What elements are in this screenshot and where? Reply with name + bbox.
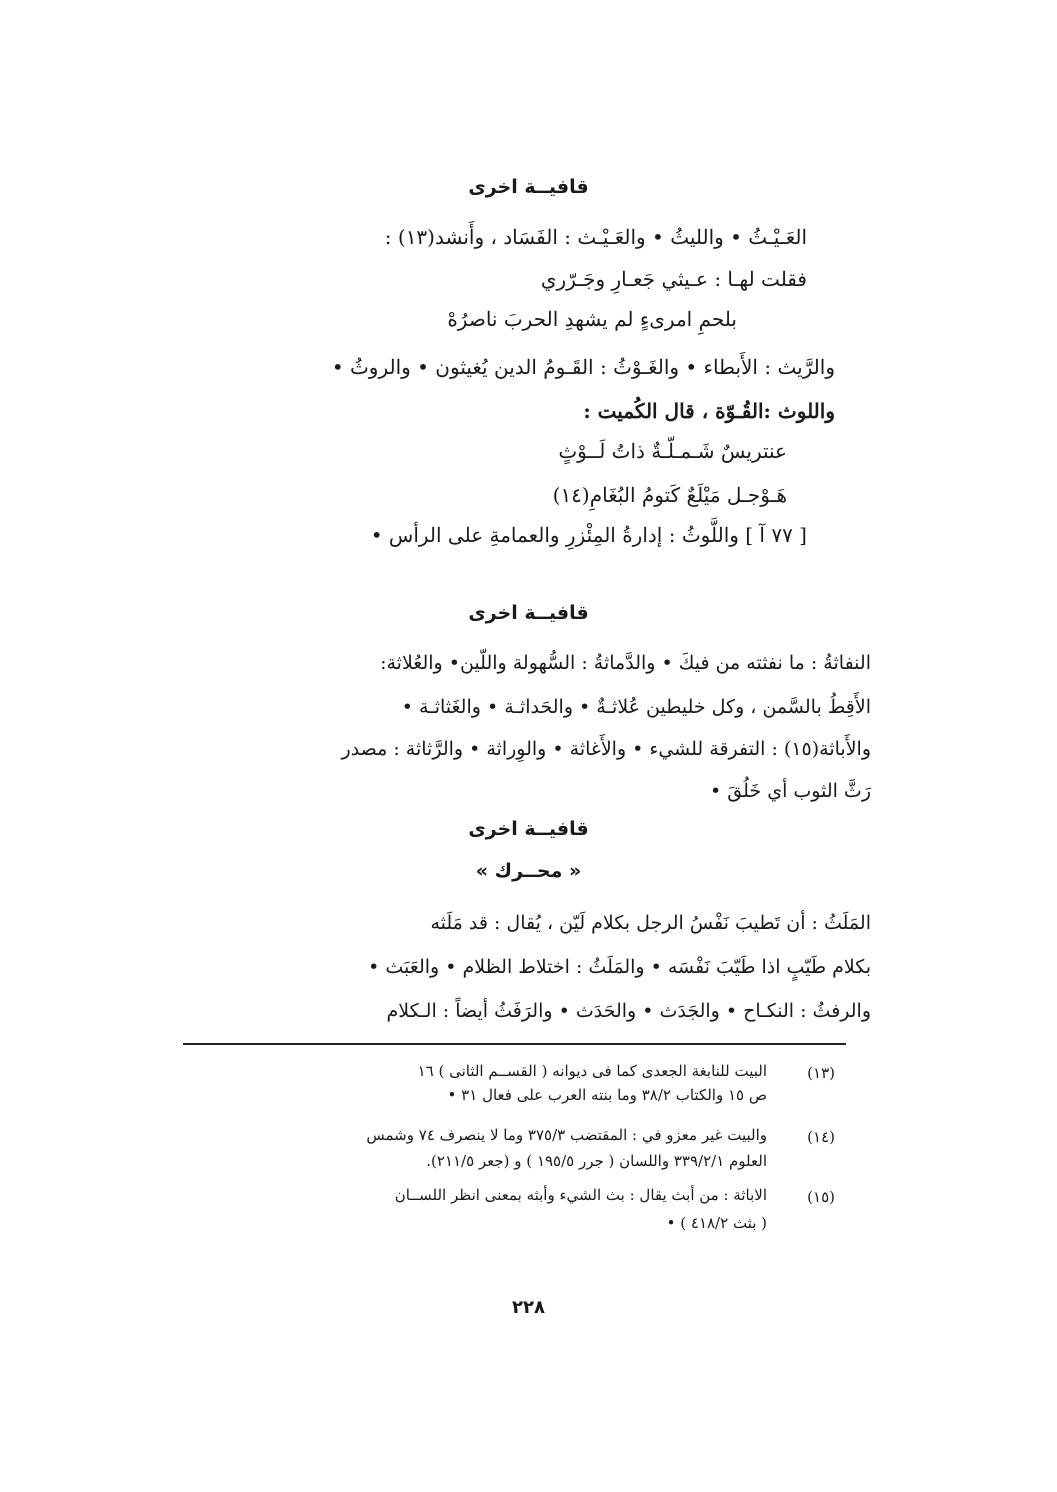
verse-line: عنتريسٌ شَـمـلّـةٌ ذاتُ لَــوْثٍ <box>558 439 787 463</box>
footnote-line: العلوم ٣٣٩/٢/١ واللسان ( جرر ١٩٥/٥ ) و (جعر ٢١١/٥). <box>426 1152 767 1170</box>
footnote-line: ( بثث ٤١٨/٢ ) • <box>666 1214 767 1232</box>
text-line: والرَّيث : الأَبطاء • والغَـوْثُ : القَـومُ الدين يُغيثون • والروثُ • <box>331 355 835 379</box>
footnote-rule <box>183 1043 846 1045</box>
verse-line: بلحمِ امرىءٍ لم يشهدِ الحربَ ناصرُهْ <box>447 307 737 331</box>
footnote-number: (١٣) <box>807 1064 835 1082</box>
page-number: ٢٢٨ <box>512 1297 545 1318</box>
text-line: النفاثةُ : ما نفثته من فيكَ • والدَّماثةُ : السُّهولة واللّين• والعُلاثة: <box>380 652 871 674</box>
text-line: واللوث :القُـوّة ، قال الكُميت : <box>583 399 835 423</box>
text-line: الأَقِطُ بالسَّمن ، وكل خليطين عُلاثـةٌ • والحَداثـة • والغَثاثـة • <box>401 696 871 718</box>
text-line: والأَباثة(١٥) : التفرقة للشيء • والأَغاثة • والوِراثة • والرَّثاثة : مصدر <box>341 738 871 760</box>
verse-line: هَـوْجـل مَيْلَعٌ كَتومُ البُغَامِ(١٤) <box>552 483 787 507</box>
text-line: المَلَثُ : أن تَطيبَ نَفْسُ الرجل بكلام لَيّن ، يُقال : قد مَلَثه <box>430 912 871 934</box>
footnote-number: (١٥) <box>807 1188 835 1206</box>
text-line: فقلت لهـا : عـيثي جَعـارِ وجَـرّري <box>540 267 807 291</box>
footnote-line: الاباثة : من أبث يقال : بث الشيء وأبثه بمعنى انظر اللســان <box>394 1186 767 1204</box>
footnote-line: والبيت غير معزو في : المقتضب ٣٧٥/٣ وما لا ينصرف ٧٤ وشمس <box>366 1126 767 1144</box>
section-heading-3: قافيــة اخرى <box>468 818 589 840</box>
footnote-line: البيت للنابغة الجعدى كما فى ديوانه ( القســم الثانى ) ١٦ <box>417 1062 767 1080</box>
section-heading-2: قافيــة اخرى <box>468 602 589 624</box>
section-subheading: « محــرك » <box>475 860 582 882</box>
text-line: والرفثُ : النكـاح • والجَدَث • والحَدَث • والرَفَثُ أيضاً : الـكلام <box>386 1000 871 1022</box>
text-line: [ ٧٧ آ ] واللَّوثُ : إدارةُ المِئْزرِ والعمامةِ على الرأس • <box>370 523 807 547</box>
text-line: العَـيْـثُ • والليثُ • والعَـيْـث : الفَسَاد ، وأَنشد(١٣) : <box>384 225 807 249</box>
footnote-number: (١٤) <box>807 1128 835 1146</box>
text-line: بكلام طَيّبٍ اذا طَيّبَ نَفْسَه • والمَلَثُ : اختلاط الظلام • والعَبَث • <box>368 956 871 978</box>
footnote-line: ص ١٥ والكتاب ٣٨/٢ وما بنته العرب على فعال ٣١ • <box>447 1086 767 1104</box>
text-line: رَثَّ الثوب أي خَلُقَ • <box>710 780 871 802</box>
section-heading-1: قافيــة اخرى <box>468 176 589 198</box>
